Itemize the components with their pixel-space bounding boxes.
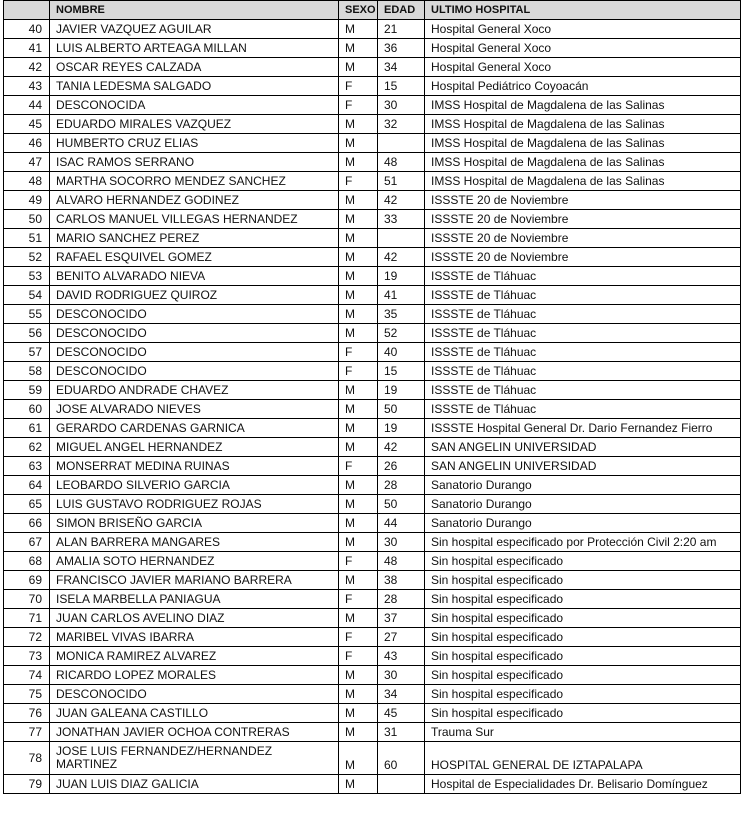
- row-age: 48: [378, 153, 425, 172]
- table-row: [4, 324, 741, 343]
- row-age: 28: [378, 476, 425, 495]
- row-age: 34: [378, 58, 425, 77]
- row-sex: M: [339, 229, 378, 248]
- row-number: 50: [4, 210, 50, 229]
- row-name: MARIBEL VIVAS IBARRA: [50, 628, 339, 647]
- table-row: [4, 172, 741, 191]
- row-number: 52: [4, 248, 50, 267]
- row-hospital: ISSSTE de Tláhuac: [425, 286, 741, 305]
- table-row: [4, 343, 741, 362]
- victims-table-sheet: [3, 0, 741, 794]
- row-number: 68: [4, 552, 50, 571]
- row-hospital: Sin hospital especificado: [425, 685, 741, 704]
- table-row: [4, 723, 741, 742]
- row-hospital: IMSS Hospital de Magdalena de las Salinas: [425, 96, 741, 115]
- row-sex: M: [339, 775, 378, 794]
- row-sex: F: [339, 628, 378, 647]
- row-sex: F: [339, 552, 378, 571]
- table-row: [4, 248, 741, 267]
- row-age: 43: [378, 647, 425, 666]
- row-number: 75: [4, 685, 50, 704]
- row-hospital: Hospital Pediátrico Coyoacán: [425, 77, 741, 96]
- header-name: NOMBRE: [50, 1, 339, 20]
- row-age: 27: [378, 628, 425, 647]
- table-row: [4, 552, 741, 571]
- table-row: [4, 775, 741, 794]
- row-hospital: ISSSTE 20 de Noviembre: [425, 248, 741, 267]
- table-row: [4, 419, 741, 438]
- row-sex: M: [339, 514, 378, 533]
- row-name: MARTHA SOCORRO MENDEZ SANCHEZ: [50, 172, 339, 191]
- row-sex: F: [339, 362, 378, 381]
- row-hospital: Sin hospital especificado: [425, 609, 741, 628]
- row-age: 36: [378, 39, 425, 58]
- table-row: [4, 476, 741, 495]
- row-number: 46: [4, 134, 50, 153]
- table-body: [4, 20, 741, 794]
- row-number: 45: [4, 115, 50, 134]
- row-hospital: Sin hospital especificado: [425, 552, 741, 571]
- row-age: 50: [378, 400, 425, 419]
- row-sex: F: [339, 77, 378, 96]
- table-row: [4, 647, 741, 666]
- table-row: [4, 628, 741, 647]
- table-row: [4, 153, 741, 172]
- table-row: [4, 39, 741, 58]
- row-name: DESCONOCIDO: [50, 305, 339, 324]
- row-number: 43: [4, 77, 50, 96]
- row-name: DESCONOCIDO: [50, 343, 339, 362]
- row-age: 48: [378, 552, 425, 571]
- row-age: 32: [378, 115, 425, 134]
- row-number: 44: [4, 96, 50, 115]
- row-name: DESCONOCIDO: [50, 685, 339, 704]
- row-hospital: Hospital General Xoco: [425, 20, 741, 39]
- table-row: [4, 286, 741, 305]
- row-number: 41: [4, 39, 50, 58]
- row-hospital: Hospital de Especialidades Dr. Belisario Domínguez: [425, 775, 741, 794]
- row-age: 45: [378, 704, 425, 723]
- row-name: JOSE LUIS FERNANDEZ/HERNANDEZ MARTINEZ: [50, 742, 339, 775]
- row-number: 56: [4, 324, 50, 343]
- row-number: 54: [4, 286, 50, 305]
- row-name: ISAC RAMOS SERRANO: [50, 153, 339, 172]
- table-row: [4, 666, 741, 685]
- row-sex: M: [339, 58, 378, 77]
- row-name: HUMBERTO CRUZ ELIAS: [50, 134, 339, 153]
- row-sex: F: [339, 172, 378, 191]
- row-hospital: IMSS Hospital de Magdalena de las Salinas: [425, 172, 741, 191]
- table-row: [4, 533, 741, 552]
- row-hospital: Hospital General Xoco: [425, 58, 741, 77]
- table-row: [4, 77, 741, 96]
- row-name: MONSERRAT MEDINA RUINAS: [50, 457, 339, 476]
- row-hospital: ISSSTE de Tláhuac: [425, 381, 741, 400]
- row-sex: M: [339, 685, 378, 704]
- row-name: RICARDO LOPEZ MORALES: [50, 666, 339, 685]
- row-number: 49: [4, 191, 50, 210]
- row-sex: M: [339, 571, 378, 590]
- table-row: [4, 210, 741, 229]
- row-hospital: ISSSTE de Tláhuac: [425, 400, 741, 419]
- row-hospital: Sin hospital especificado: [425, 571, 741, 590]
- row-hospital: ISSSTE de Tláhuac: [425, 362, 741, 381]
- row-sex: M: [339, 267, 378, 286]
- row-name: LUIS GUSTAVO RODRIGUEZ ROJAS: [50, 495, 339, 514]
- row-age: 40: [378, 343, 425, 362]
- row-age: 51: [378, 172, 425, 191]
- row-name: DESCONOCIDA: [50, 96, 339, 115]
- row-number: 72: [4, 628, 50, 647]
- row-number: 74: [4, 666, 50, 685]
- row-sex: M: [339, 305, 378, 324]
- row-age: [378, 229, 425, 248]
- table-row: [4, 305, 741, 324]
- row-sex: F: [339, 457, 378, 476]
- row-sex: M: [339, 39, 378, 58]
- row-name: ALVARO HERNANDEZ GODINEZ: [50, 191, 339, 210]
- row-name: SIMON BRISEÑO GARCIA: [50, 514, 339, 533]
- header-hospital: ULTIMO HOSPITAL: [425, 1, 741, 20]
- row-sex: F: [339, 590, 378, 609]
- table-row: [4, 457, 741, 476]
- row-number: 40: [4, 20, 50, 39]
- row-age: 15: [378, 77, 425, 96]
- row-sex: M: [339, 248, 378, 267]
- row-sex: F: [339, 343, 378, 362]
- row-age: 30: [378, 96, 425, 115]
- row-number: 60: [4, 400, 50, 419]
- row-hospital: ISSSTE Hospital General Dr. Dario Fernandez Fierro: [425, 419, 741, 438]
- row-name: JAVIER VAZQUEZ AGUILAR: [50, 20, 339, 39]
- row-age: 35: [378, 305, 425, 324]
- table-row: [4, 590, 741, 609]
- row-sex: M: [339, 742, 378, 775]
- table-row: [4, 571, 741, 590]
- row-age: 28: [378, 590, 425, 609]
- row-hospital: Sin hospital especificado por Protección Civil 2:20 am: [425, 533, 741, 552]
- table-row: [4, 685, 741, 704]
- row-number: 77: [4, 723, 50, 742]
- row-age: 52: [378, 324, 425, 343]
- row-number: 67: [4, 533, 50, 552]
- table-row: [4, 267, 741, 286]
- table-row: [4, 495, 741, 514]
- row-number: 63: [4, 457, 50, 476]
- row-number: 64: [4, 476, 50, 495]
- row-number: 78: [4, 742, 50, 775]
- row-age: 19: [378, 419, 425, 438]
- row-hospital: Sin hospital especificado: [425, 666, 741, 685]
- header-sex: SEXO: [339, 1, 378, 20]
- row-sex: M: [339, 495, 378, 514]
- row-name: ALAN BARRERA MANGARES: [50, 533, 339, 552]
- row-name: FRANCISCO JAVIER MARIANO BARRERA: [50, 571, 339, 590]
- row-age: 50: [378, 495, 425, 514]
- table-row: [4, 742, 741, 775]
- row-number: 42: [4, 58, 50, 77]
- row-sex: M: [339, 533, 378, 552]
- row-number: 71: [4, 609, 50, 628]
- table-row: [4, 381, 741, 400]
- row-age: 15: [378, 362, 425, 381]
- row-name: OSCAR REYES CALZADA: [50, 58, 339, 77]
- row-age: 26: [378, 457, 425, 476]
- row-hospital: Hospital General Xoco: [425, 39, 741, 58]
- row-name: DESCONOCIDO: [50, 324, 339, 343]
- row-hospital: Sanatorio Durango: [425, 514, 741, 533]
- row-hospital: ISSSTE de Tláhuac: [425, 343, 741, 362]
- row-hospital: ISSSTE 20 de Noviembre: [425, 210, 741, 229]
- row-sex: M: [339, 191, 378, 210]
- row-hospital: ISSSTE de Tláhuac: [425, 305, 741, 324]
- row-hospital: ISSSTE 20 de Noviembre: [425, 229, 741, 248]
- table-row: [4, 58, 741, 77]
- row-name: JUAN GALEANA CASTILLO: [50, 704, 339, 723]
- row-hospital: Sin hospital especificado: [425, 628, 741, 647]
- row-sex: M: [339, 324, 378, 343]
- row-name: LUIS ALBERTO ARTEAGA MILLAN: [50, 39, 339, 58]
- row-number: 79: [4, 775, 50, 794]
- row-sex: M: [339, 210, 378, 229]
- table-row: [4, 229, 741, 248]
- row-hospital: IMSS Hospital de Magdalena de las Salinas: [425, 153, 741, 172]
- row-number: 66: [4, 514, 50, 533]
- row-sex: M: [339, 20, 378, 39]
- row-sex: M: [339, 704, 378, 723]
- row-number: 57: [4, 343, 50, 362]
- row-hospital: Sin hospital especificado: [425, 647, 741, 666]
- row-hospital: ISSSTE de Tláhuac: [425, 267, 741, 286]
- row-age: 21: [378, 20, 425, 39]
- row-name: BENITO ALVARADO NIEVA: [50, 267, 339, 286]
- row-age: 44: [378, 514, 425, 533]
- row-name: MIGUEL ANGEL HERNANDEZ: [50, 438, 339, 457]
- row-name: DAVID RODRIGUEZ QUIROZ: [50, 286, 339, 305]
- row-age: 33: [378, 210, 425, 229]
- row-number: 58: [4, 362, 50, 381]
- row-age: 38: [378, 571, 425, 590]
- row-sex: M: [339, 476, 378, 495]
- row-number: 47: [4, 153, 50, 172]
- table-row: [4, 115, 741, 134]
- row-sex: M: [339, 400, 378, 419]
- row-hospital: IMSS Hospital de Magdalena de las Salinas: [425, 115, 741, 134]
- header-age: EDAD: [378, 1, 425, 20]
- row-name: JUAN CARLOS AVELINO DIAZ: [50, 609, 339, 628]
- row-name: GERARDO CARDENAS GARNICA: [50, 419, 339, 438]
- row-hospital: Sin hospital especificado: [425, 704, 741, 723]
- row-hospital: Sin hospital especificado: [425, 590, 741, 609]
- row-sex: M: [339, 723, 378, 742]
- table-row: [4, 609, 741, 628]
- row-name: MONICA RAMIREZ ALVAREZ: [50, 647, 339, 666]
- victims-table: [3, 0, 741, 794]
- row-sex: M: [339, 609, 378, 628]
- row-name: EDUARDO MIRALES VAZQUEZ: [50, 115, 339, 134]
- row-hospital: ISSSTE de Tláhuac: [425, 324, 741, 343]
- table-row: [4, 191, 741, 210]
- row-number: 62: [4, 438, 50, 457]
- row-age: [378, 775, 425, 794]
- table-row: [4, 438, 741, 457]
- row-name: JUAN LUIS DIAZ GALICIA: [50, 775, 339, 794]
- row-age: 42: [378, 438, 425, 457]
- row-name: EDUARDO ANDRADE CHAVEZ: [50, 381, 339, 400]
- table-row: [4, 704, 741, 723]
- row-sex: M: [339, 381, 378, 400]
- table-header-row: [4, 1, 741, 20]
- row-name: JONATHAN JAVIER OCHOA CONTRERAS: [50, 723, 339, 742]
- row-name: LEOBARDO SILVERIO GARCIA: [50, 476, 339, 495]
- row-number: 76: [4, 704, 50, 723]
- row-hospital: HOSPITAL GENERAL DE IZTAPALAPA: [425, 742, 741, 775]
- row-age: 19: [378, 267, 425, 286]
- row-age: 30: [378, 533, 425, 552]
- row-number: 73: [4, 647, 50, 666]
- row-sex: M: [339, 134, 378, 153]
- row-age: 60: [378, 742, 425, 775]
- table-row: [4, 514, 741, 533]
- row-sex: M: [339, 419, 378, 438]
- table-row: [4, 134, 741, 153]
- header-num: [4, 1, 50, 20]
- row-age: 34: [378, 685, 425, 704]
- row-name: MARIO SANCHEZ PEREZ: [50, 229, 339, 248]
- row-name: DESCONOCIDO: [50, 362, 339, 381]
- row-age: 19: [378, 381, 425, 400]
- row-hospital: IMSS Hospital de Magdalena de las Salinas: [425, 134, 741, 153]
- row-name: CARLOS MANUEL VILLEGAS HERNANDEZ: [50, 210, 339, 229]
- row-number: 65: [4, 495, 50, 514]
- row-hospital: ISSSTE 20 de Noviembre: [425, 191, 741, 210]
- row-name: RAFAEL ESQUIVEL GOMEZ: [50, 248, 339, 267]
- row-sex: M: [339, 438, 378, 457]
- table-row: [4, 362, 741, 381]
- table-row: [4, 20, 741, 39]
- row-sex: F: [339, 96, 378, 115]
- row-number: 48: [4, 172, 50, 191]
- row-sex: M: [339, 153, 378, 172]
- row-name: TANIA LEDESMA SALGADO: [50, 77, 339, 96]
- row-number: 59: [4, 381, 50, 400]
- row-sex: M: [339, 286, 378, 305]
- row-age: 31: [378, 723, 425, 742]
- row-age: 42: [378, 248, 425, 267]
- row-sex: F: [339, 647, 378, 666]
- row-number: 70: [4, 590, 50, 609]
- row-age: [378, 134, 425, 153]
- row-age: 42: [378, 191, 425, 210]
- row-hospital: Trauma Sur: [425, 723, 741, 742]
- row-number: 51: [4, 229, 50, 248]
- table-row: [4, 96, 741, 115]
- row-age: 41: [378, 286, 425, 305]
- row-hospital: SAN ANGELIN UNIVERSIDAD: [425, 457, 741, 476]
- row-number: 55: [4, 305, 50, 324]
- row-sex: M: [339, 666, 378, 685]
- row-hospital: SAN ANGELIN UNIVERSIDAD: [425, 438, 741, 457]
- row-age: 30: [378, 666, 425, 685]
- row-hospital: Sanatorio Durango: [425, 476, 741, 495]
- row-number: 69: [4, 571, 50, 590]
- row-name: ISELA MARBELLA PANIAGUA: [50, 590, 339, 609]
- row-number: 61: [4, 419, 50, 438]
- row-name: AMALIA SOTO HERNANDEZ: [50, 552, 339, 571]
- row-number: 53: [4, 267, 50, 286]
- table-row: [4, 400, 741, 419]
- row-age: 37: [378, 609, 425, 628]
- row-hospital: Sanatorio Durango: [425, 495, 741, 514]
- row-sex: M: [339, 115, 378, 134]
- row-name: JOSE ALVARADO NIEVES: [50, 400, 339, 419]
